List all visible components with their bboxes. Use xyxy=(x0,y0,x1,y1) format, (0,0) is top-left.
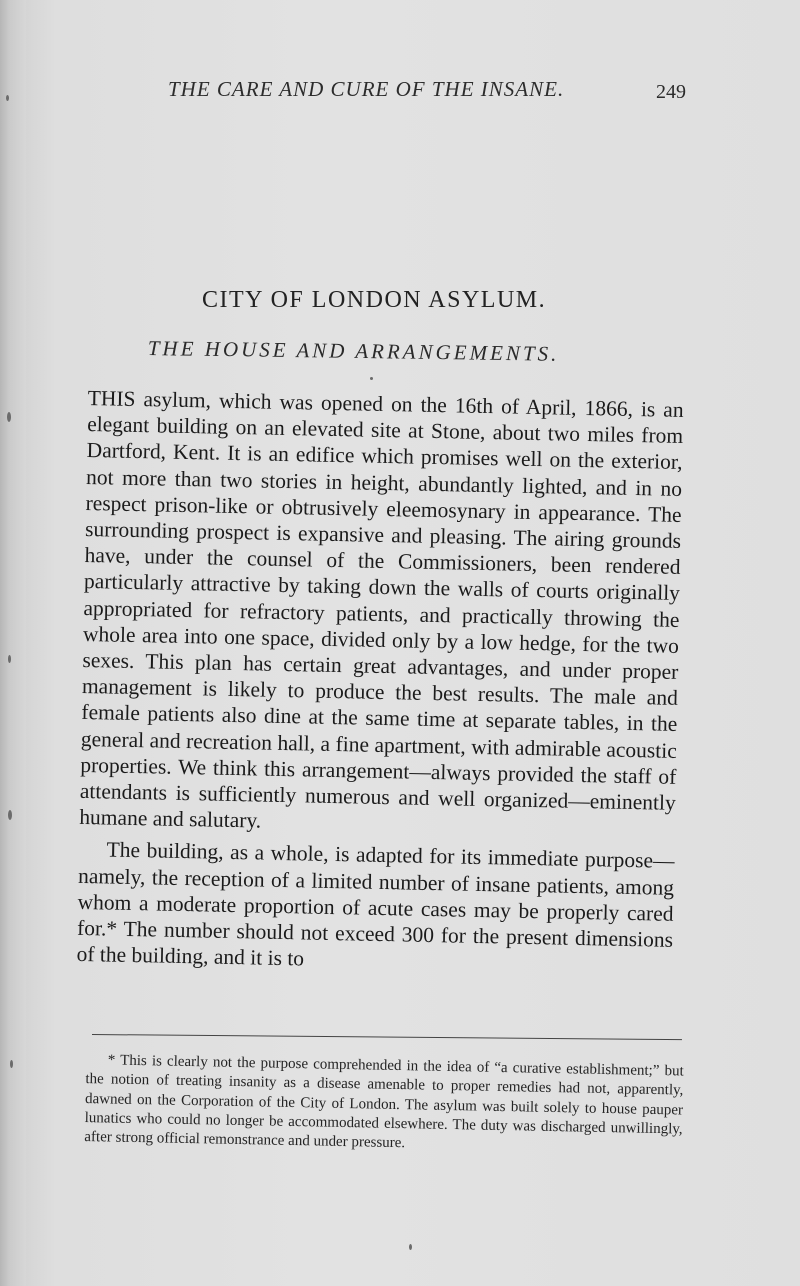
page-speck xyxy=(6,95,9,101)
running-title: THE CARE AND CURE OF THE INSANE. xyxy=(168,77,565,101)
page-speck xyxy=(409,1244,412,1250)
paragraph-1: THIS asylum, which was opened on the 16th of April, 1866, is an elegant building on an elevated site at Stone, about two miles from Dartford, Kent. It is an edifice which promises well on the exterior, not more than two stories in height, abundantly lighted, and in no respect prison-like or obtrusively eleemosynary in appearance. The surrounding prospect is expansive and pleasing. The airing grounds have, under the counsel of the Commissioners, been rendered particularly attractive by taking down the walls of courts originally appropriated for refractory patients, and practically throwing the whole area into one space, divided only by a low hedge, for the two sexes. This plan has certain great advantages, and under proper management is likely to produce the best results. The male and female patients also dine at the same time at separate tables, in the general and recreation hall, a fine apartment, with admirable acoustic properties. We think this arrangement—always provided the staff of attendants is sufficiently numerous and well organized—eminently humane and salutary. xyxy=(79,385,684,833)
section-title: CITY OF LONDON ASYLUM. xyxy=(202,287,547,313)
page-speck xyxy=(8,810,12,820)
running-header xyxy=(168,77,698,111)
paragraph-2: The building, as a whole, is adapted for its immediate purpose—namely, the reception of a limited number of insane patients, among whom a moderate proportion of acute cases may be properly cared for.* The number should not exceed 300 for the present dimensions of the building, and it is to xyxy=(76,837,675,971)
footnote-text: * This is clearly not the purpose comprehended in the idea of “a curative establishment;” but the notion of treating insanity as a disease amenable to proper remedies had not, apparently, dawned on the Corporation of the City of London. The asylum was built solely to house pauper lunatics who could no longer be accommodated elsewhere. The duty was discharged unwillingly, after strong official remonstrance and under pressure. xyxy=(84,1052,684,1152)
page-number: 249 xyxy=(656,81,686,103)
footnote-divider xyxy=(92,1034,682,1040)
page-speck xyxy=(8,655,11,663)
body-text xyxy=(76,385,684,979)
page-speck xyxy=(370,377,373,380)
page-speck xyxy=(7,412,11,422)
page-gutter-shadow xyxy=(0,0,26,1286)
section-subtitle: THE HOUSE AND ARRANGEMENTS. xyxy=(147,336,560,366)
footnote xyxy=(84,1051,684,1159)
page-speck xyxy=(10,1060,13,1068)
